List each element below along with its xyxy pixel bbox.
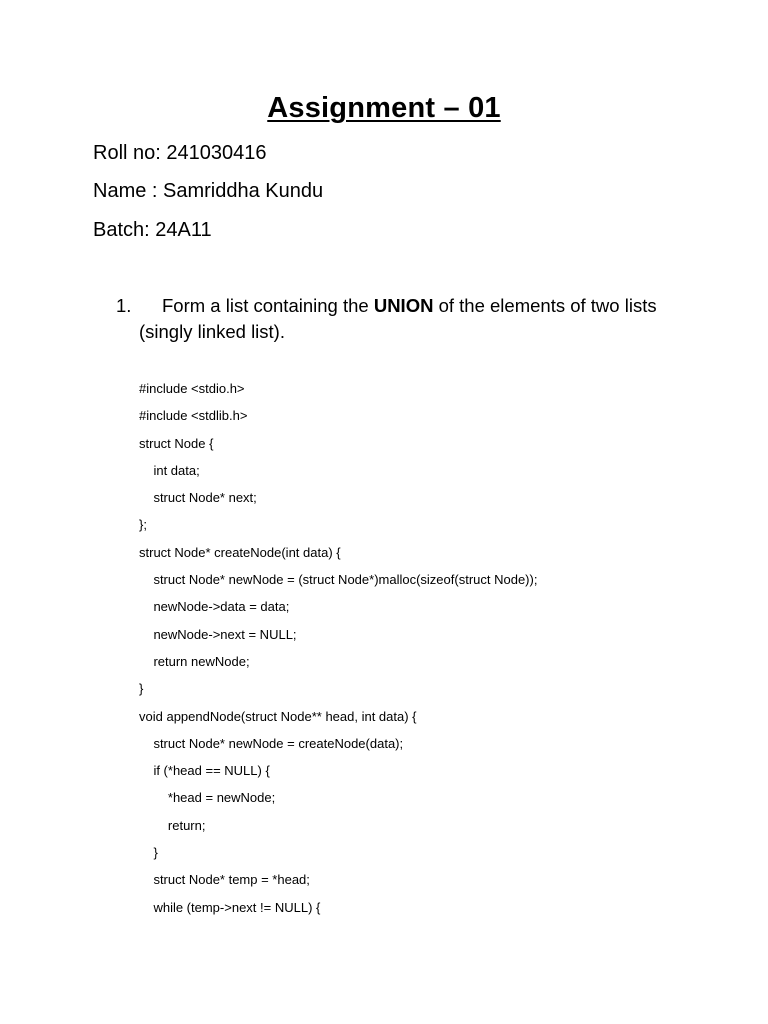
code-line: while (temp->next != NULL) { <box>139 899 321 915</box>
code-line: void appendNode(struct Node** head, int data) { <box>139 708 417 724</box>
code-line: #include <stdio.h> <box>139 381 245 396</box>
page-title: Assignment – 01 <box>267 92 501 124</box>
batch: Batch: 24A11 <box>93 219 212 241</box>
code-line: } <box>139 845 158 861</box>
roll-number: Roll no: 241030416 <box>93 142 267 164</box>
code-line: } <box>139 681 144 697</box>
question-text-start: Form a list containing the <box>162 295 374 316</box>
question-number: 1. <box>116 295 132 316</box>
code-line: newNode->data = data; <box>139 599 290 615</box>
question-text <box>139 293 699 345</box>
code-line: #include <stdlib.h> <box>139 408 248 424</box>
code-line: struct Node { <box>139 435 214 451</box>
code-line: }; <box>139 517 147 533</box>
code-line: struct Node* next; <box>139 490 257 506</box>
code-line: struct Node* createNode(int data) { <box>139 544 341 560</box>
code-line: struct Node* newNode = (struct Node*)malloc(sizeof(struct Node)); <box>139 572 538 588</box>
student-name: Name : Samriddha Kundu <box>93 180 324 202</box>
code-line: if (*head == NULL) { <box>139 763 270 779</box>
code-line: struct Node* temp = *head; <box>139 872 310 888</box>
code-line: newNode->next = NULL; <box>139 626 297 642</box>
code-line: *head = newNode; <box>139 790 276 806</box>
question-keyword: UNION <box>373 295 434 316</box>
question-text-end: of the elements of two lists (singly linked list). <box>139 295 657 342</box>
code-line: int data; <box>139 462 200 478</box>
code-line: struct Node* newNode = createNode(data); <box>139 735 404 751</box>
code-block <box>139 377 537 923</box>
code-line: return newNode; <box>139 653 250 669</box>
code-line: return; <box>139 817 206 833</box>
